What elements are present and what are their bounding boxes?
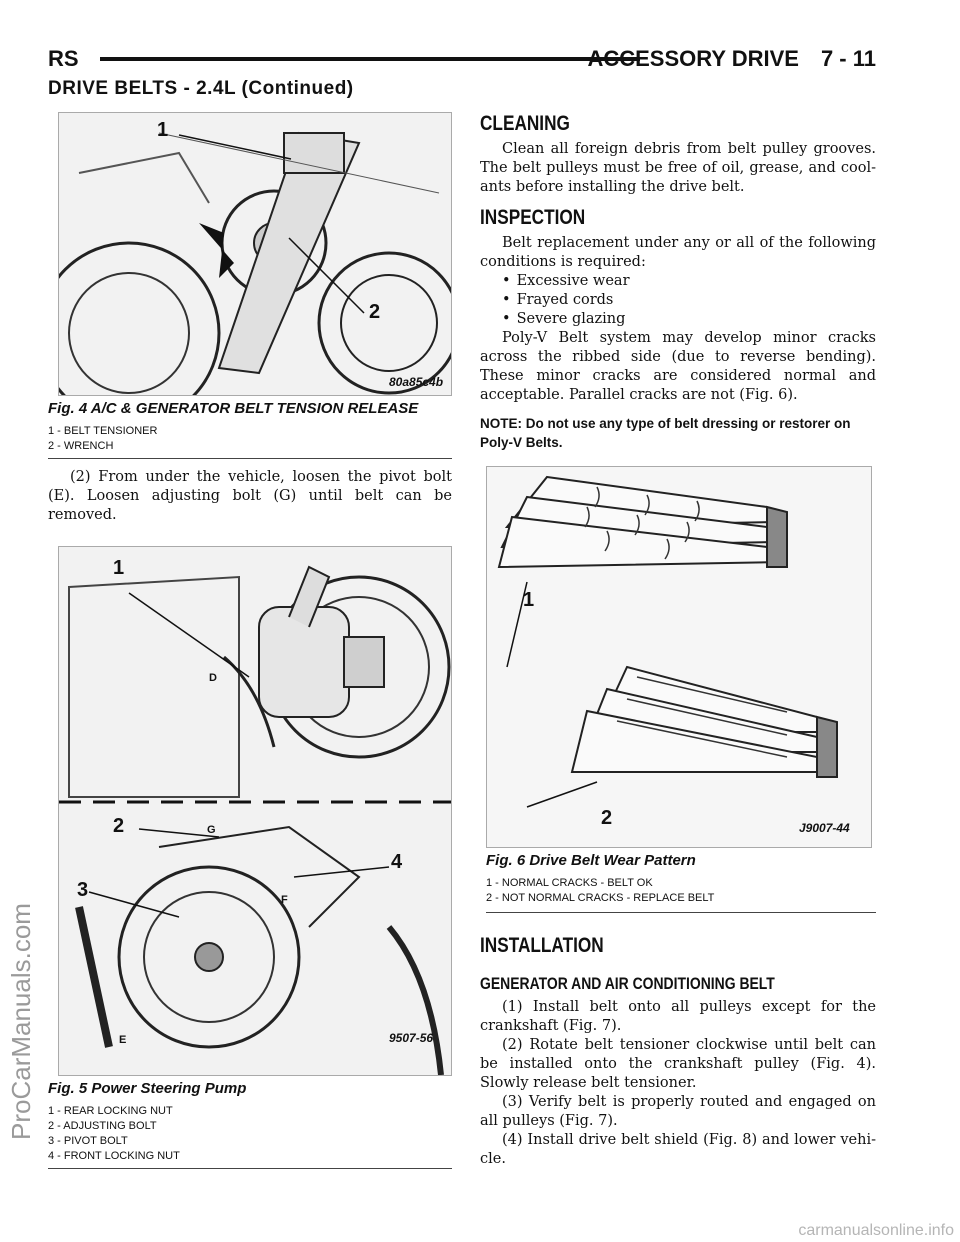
fig5-letter-g: G xyxy=(207,824,216,836)
fig5-image xyxy=(58,546,452,1076)
installation-subheading: GENERATOR AND AIR CONDITIONING BELT xyxy=(480,974,775,993)
power-steering-illustration xyxy=(59,547,451,1075)
fig5-letter-f: F xyxy=(281,894,288,906)
fig5-legend-item: 1 - REAR LOCKING NUT xyxy=(48,1105,173,1117)
header-right xyxy=(565,46,876,72)
header-section-title: ACCESSORY DRIVE xyxy=(587,46,799,71)
fig5-caption: Fig. 5 Power Steering Pump xyxy=(48,1080,247,1097)
fig6-code: J9007-44 xyxy=(799,821,850,835)
inspection-intro: Belt replacement under any or all of the following conditions is required: xyxy=(480,235,876,270)
installation-heading: INSTALLATION xyxy=(480,934,604,957)
belt-wear-illustration xyxy=(487,467,871,847)
installation-step: (4) Install drive belt shield (Fig. 8) and lower vehi-cle. xyxy=(480,1132,876,1167)
inspection-heading: INSPECTION xyxy=(480,206,586,229)
fig5-letter-d: D xyxy=(209,672,217,684)
installation-step: (3) Verify belt is properly routed and engaged on all pulleys (Fig. 7). xyxy=(480,1094,876,1129)
inspection-block xyxy=(480,234,876,405)
header-rule xyxy=(100,57,640,61)
bottom-watermark: carmanualsonline.info xyxy=(798,1222,954,1239)
fig5-legend-item: 3 - PIVOT BOLT xyxy=(48,1135,128,1147)
step-text: (2) From under the vehicle, loosen the pivot bolt (E). Loosen adjusting bolt (G) until belt can be removed. xyxy=(48,469,452,523)
cleaning-text: Clean all foreign debris from belt pulley grooves. The belt pulleys must be free of oil, grease, and cool-ants before installing the drive belt. xyxy=(480,141,876,195)
header-page-number: 7 - 11 xyxy=(820,46,876,71)
fig6-legend-item: 2 - NOT NORMAL CRACKS - REPLACE BELT xyxy=(486,892,715,904)
inspection-bullet: • Frayed cords xyxy=(480,291,876,310)
fig6-legend-item: 1 - NORMAL CRACKS - BELT OK xyxy=(486,877,653,889)
installation-steps xyxy=(480,998,876,1169)
fig6-caption: Fig. 6 Drive Belt Wear Pattern xyxy=(486,852,696,869)
fig5-legend-item: 4 - FRONT LOCKING NUT xyxy=(48,1150,180,1162)
cleaning-heading: CLEANING xyxy=(480,112,570,135)
inspection-note: NOTE: Do not use any type of belt dressing or restorer on Poly-V Belts. xyxy=(480,416,851,450)
fig5-legend xyxy=(48,1104,180,1164)
inspection-bullet: • Excessive wear xyxy=(480,272,876,291)
fig4-image xyxy=(58,112,452,396)
fig6-callout-1: 1 xyxy=(523,589,535,611)
fig5-code: 9507-56 xyxy=(389,1031,434,1045)
fig6-callout-2: 2 xyxy=(601,807,613,829)
installation-step: (2) Rotate belt tensioner clockwise until belt can be installed onto the crankshaft pulley (Fig. 4). Slowly release belt tensioner. xyxy=(480,1037,876,1091)
fig5-rule xyxy=(48,1168,452,1169)
tensioner-illustration xyxy=(59,113,451,395)
fig6-legend xyxy=(486,876,714,906)
fig4-caption: Fig. 4 A/C & GENERATOR BELT TENSION RELEASE xyxy=(48,400,419,417)
fig4-callout-2: 2 xyxy=(369,301,381,323)
inspection-text: Poly-V Belt system may develop minor cracks across the ribbed side (due to reverse bending). These minor cracks are considered normal and acceptable. Parallel cracks are not (Fig. 6). xyxy=(480,330,876,403)
fig5-callout-2: 2 xyxy=(113,815,125,837)
fig5-legend-item: 2 - ADJUSTING BOLT xyxy=(48,1120,157,1132)
fig5-callout-4: 4 xyxy=(391,851,403,873)
fig5-letter-e: E xyxy=(119,1034,127,1046)
fig6-rule xyxy=(486,912,876,913)
fig4-rule xyxy=(48,458,452,459)
installation-step: (1) Install belt onto all pulleys except for the crankshaft (Fig. 7). xyxy=(480,999,876,1034)
cleaning-text-block xyxy=(480,140,876,197)
fig4-code: 80a85c4b xyxy=(389,375,444,389)
fig4-legend xyxy=(48,424,157,454)
left-paragraph xyxy=(48,468,452,525)
fig4-legend-item: 2 - WRENCH xyxy=(48,440,114,452)
continued-title: DRIVE BELTS - 2.4L (Continued) xyxy=(48,78,354,99)
fig4-callout-1: 1 xyxy=(157,119,169,141)
fig6-image xyxy=(486,466,872,848)
fig4-legend-item: 1 - BELT TENSIONER xyxy=(48,425,158,437)
inspection-bullet: • Severe glazing xyxy=(480,310,876,329)
fig5-callout-3: 3 xyxy=(77,879,89,901)
side-watermark: ProCarManuals.com xyxy=(6,903,36,1140)
header-section-code: RS xyxy=(48,46,79,71)
fig5-callout-1: 1 xyxy=(113,557,125,579)
